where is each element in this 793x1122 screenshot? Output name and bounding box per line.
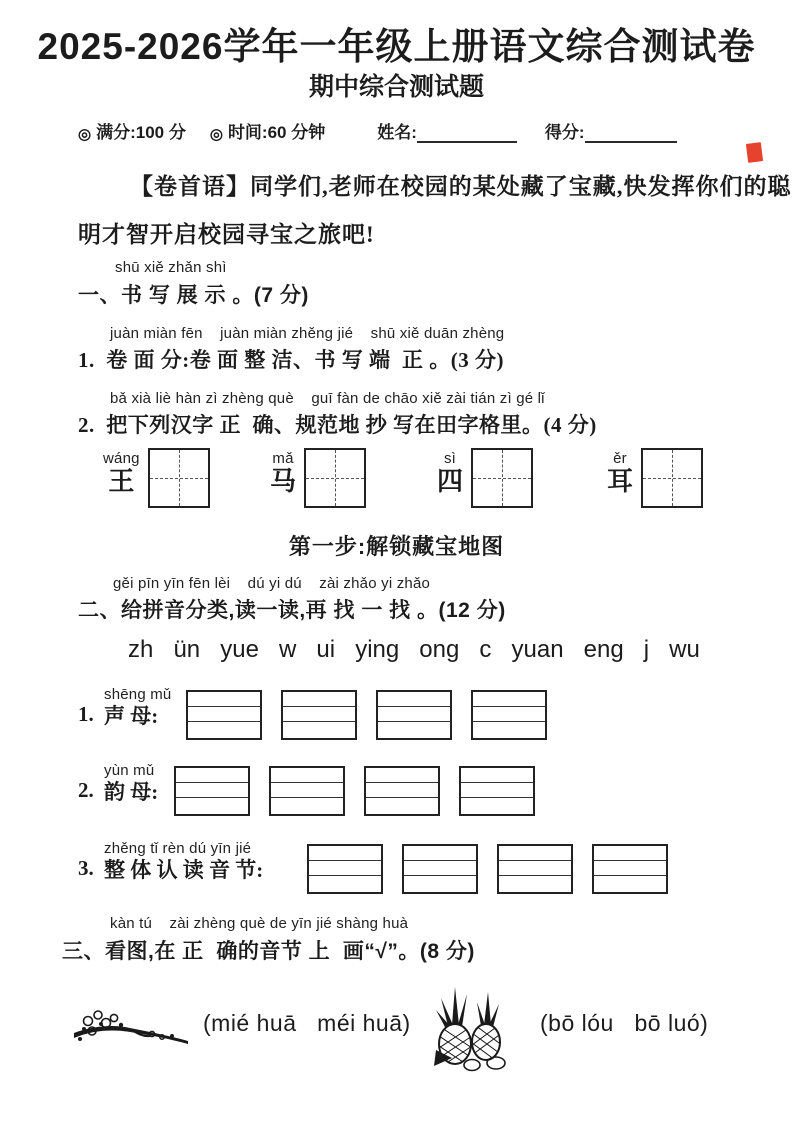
pinyin-grid-box	[471, 690, 547, 740]
char-glyph: 马	[270, 467, 297, 496]
circle-bullet-icon: ◎	[209, 126, 223, 143]
row-number: 3.	[78, 856, 94, 880]
syllable: j	[643, 636, 650, 663]
char-pinyin: mǎ	[272, 450, 294, 467]
preface-line-2: 明才智开启校园寻宝之旅吧!	[78, 222, 375, 247]
char-glyph: 四	[437, 467, 464, 496]
pinyin-grid-box	[376, 690, 452, 740]
score-label: 得分:	[544, 123, 585, 142]
pinyin-grid-box	[402, 844, 478, 894]
full-score-block	[78, 118, 186, 143]
char-glyph: 耳	[607, 467, 634, 496]
paper-title: 2025-2026学年一年级上册语文综合测试卷	[37, 26, 756, 67]
whole-syllables-row	[78, 840, 668, 894]
info-line	[78, 118, 677, 143]
initials-row	[78, 686, 547, 740]
time-block	[210, 118, 325, 143]
pinyin-grid-box	[174, 766, 250, 816]
pinyin-grid-box	[592, 844, 668, 894]
syllable: w	[279, 636, 297, 663]
row-label-stack	[104, 840, 297, 883]
section-two-pinyin: gěi pīn yīn fēn lèi dú yi dú zài zhǎo yi zhǎo	[113, 575, 431, 592]
char-label	[103, 450, 140, 497]
row-number: 2.	[78, 778, 94, 802]
syllable: c	[479, 636, 492, 663]
section-three-pinyin: kàn tú zài zhèng què de yīn jié shàng huà	[110, 915, 409, 932]
item1-text	[78, 344, 504, 374]
answer-boxes	[174, 766, 535, 816]
tianzige-box	[304, 448, 366, 508]
row-label-stack	[104, 686, 176, 729]
char-group-ma	[270, 448, 366, 508]
pinyin-grid-box	[307, 844, 383, 894]
item2-label: 把下列汉字 正 确、规范地 抄 写在田字格里。(4 分)	[106, 413, 597, 437]
syllable: ying	[355, 636, 400, 663]
copy-characters-row	[0, 448, 793, 518]
answer-boxes	[307, 844, 668, 894]
syllable: yuan	[511, 636, 564, 663]
pinyin-grid-box	[497, 844, 573, 894]
syllable: eng	[583, 636, 624, 663]
item2-pinyin: bǎ xià liè hàn zì zhèng què guī fàn de chāo xiě zài tián zì gé lǐ	[110, 390, 545, 407]
score-blank-line	[585, 125, 677, 143]
row-label-stack	[104, 762, 164, 805]
plum-options-text: (mié huā méi huā)	[203, 1010, 411, 1036]
item1-pinyin: juàn miàn fēn juàn miàn zhěng jié shū xiě duān zhèng	[110, 325, 505, 342]
row-number: 1.	[78, 702, 94, 726]
name-field	[377, 118, 517, 143]
char-pinyin: sì	[443, 450, 457, 467]
syllable: ui	[316, 636, 336, 663]
answer-boxes	[186, 690, 547, 740]
syllable-row	[128, 636, 700, 664]
char-pinyin: ěr	[613, 450, 627, 467]
char-label	[270, 450, 296, 497]
red-stamp-mark	[746, 142, 763, 163]
section-one-heading: 一、书 写 展 示 。(7 分)	[78, 284, 309, 307]
time-label: 时间:60 分钟	[227, 123, 326, 142]
pineapple-image	[428, 982, 514, 1077]
name-label: 姓名:	[377, 123, 417, 142]
char-label	[437, 450, 463, 497]
plum-blossom-branch-image	[72, 1003, 190, 1066]
score-field	[545, 118, 677, 143]
syllable: zh	[128, 636, 154, 663]
char-pinyin: wáng	[103, 450, 140, 467]
preface-line-1: 【卷首语】同学们,老师在校园的某处藏了宝藏,快发挥你们的聪	[130, 174, 792, 199]
char-group-si	[437, 448, 533, 508]
char-group-er	[607, 448, 703, 508]
full-score-label: 满分:100 分	[96, 123, 186, 142]
item1-number: 1.	[78, 348, 95, 372]
name-blank-line	[417, 125, 517, 143]
tianzige-box	[471, 448, 533, 508]
char-group-wang	[103, 448, 210, 508]
pinyin-grid-box	[269, 766, 345, 816]
row-label: 整 体 认 读 音 节:	[104, 858, 264, 882]
section-two-heading: 二、给拼音分类,读一读,再 找 一 找 。(12 分)	[78, 599, 506, 622]
row-pinyin: yùn mǔ	[104, 762, 155, 779]
pinyin-grid-box	[281, 690, 357, 740]
syllable: yue	[220, 636, 259, 663]
row-pinyin: zhěng tǐ rèn dú yīn jié	[104, 840, 252, 857]
item1-label: 卷 面 分:卷 面 整 洁、书 写 端 正 。(3 分)	[106, 348, 504, 372]
syllable: ong	[419, 636, 460, 663]
char-glyph: 王	[108, 467, 135, 496]
tianzige-box	[641, 448, 703, 508]
section-three-heading: 三、看图,在 正 确的音节 上 画“√”。(8 分)	[62, 940, 475, 963]
step-one-banner: 第一步:解锁藏宝地图	[288, 534, 505, 559]
row-label: 声 母:	[104, 704, 159, 728]
char-label	[607, 450, 633, 497]
pinyin-grid-box	[364, 766, 440, 816]
item2-number: 2.	[78, 413, 95, 437]
finals-row	[78, 762, 535, 816]
pinyin-grid-box	[459, 766, 535, 816]
row-pinyin: shēng mǔ	[104, 686, 172, 703]
syllable: ün	[173, 636, 201, 663]
pineapple-options-text: (bō lóu bō luó)	[540, 1010, 709, 1036]
circle-bullet-icon: ◎	[78, 126, 92, 143]
paper-subtitle: 期中综合测试题	[308, 73, 484, 101]
section-one-pinyin: shū xiě zhǎn shì	[115, 259, 227, 276]
syllable: wu	[669, 636, 700, 663]
tianzige-box	[148, 448, 210, 508]
row-label: 韵 母:	[104, 780, 159, 804]
pinyin-grid-box	[186, 690, 262, 740]
item2-text	[78, 409, 597, 439]
